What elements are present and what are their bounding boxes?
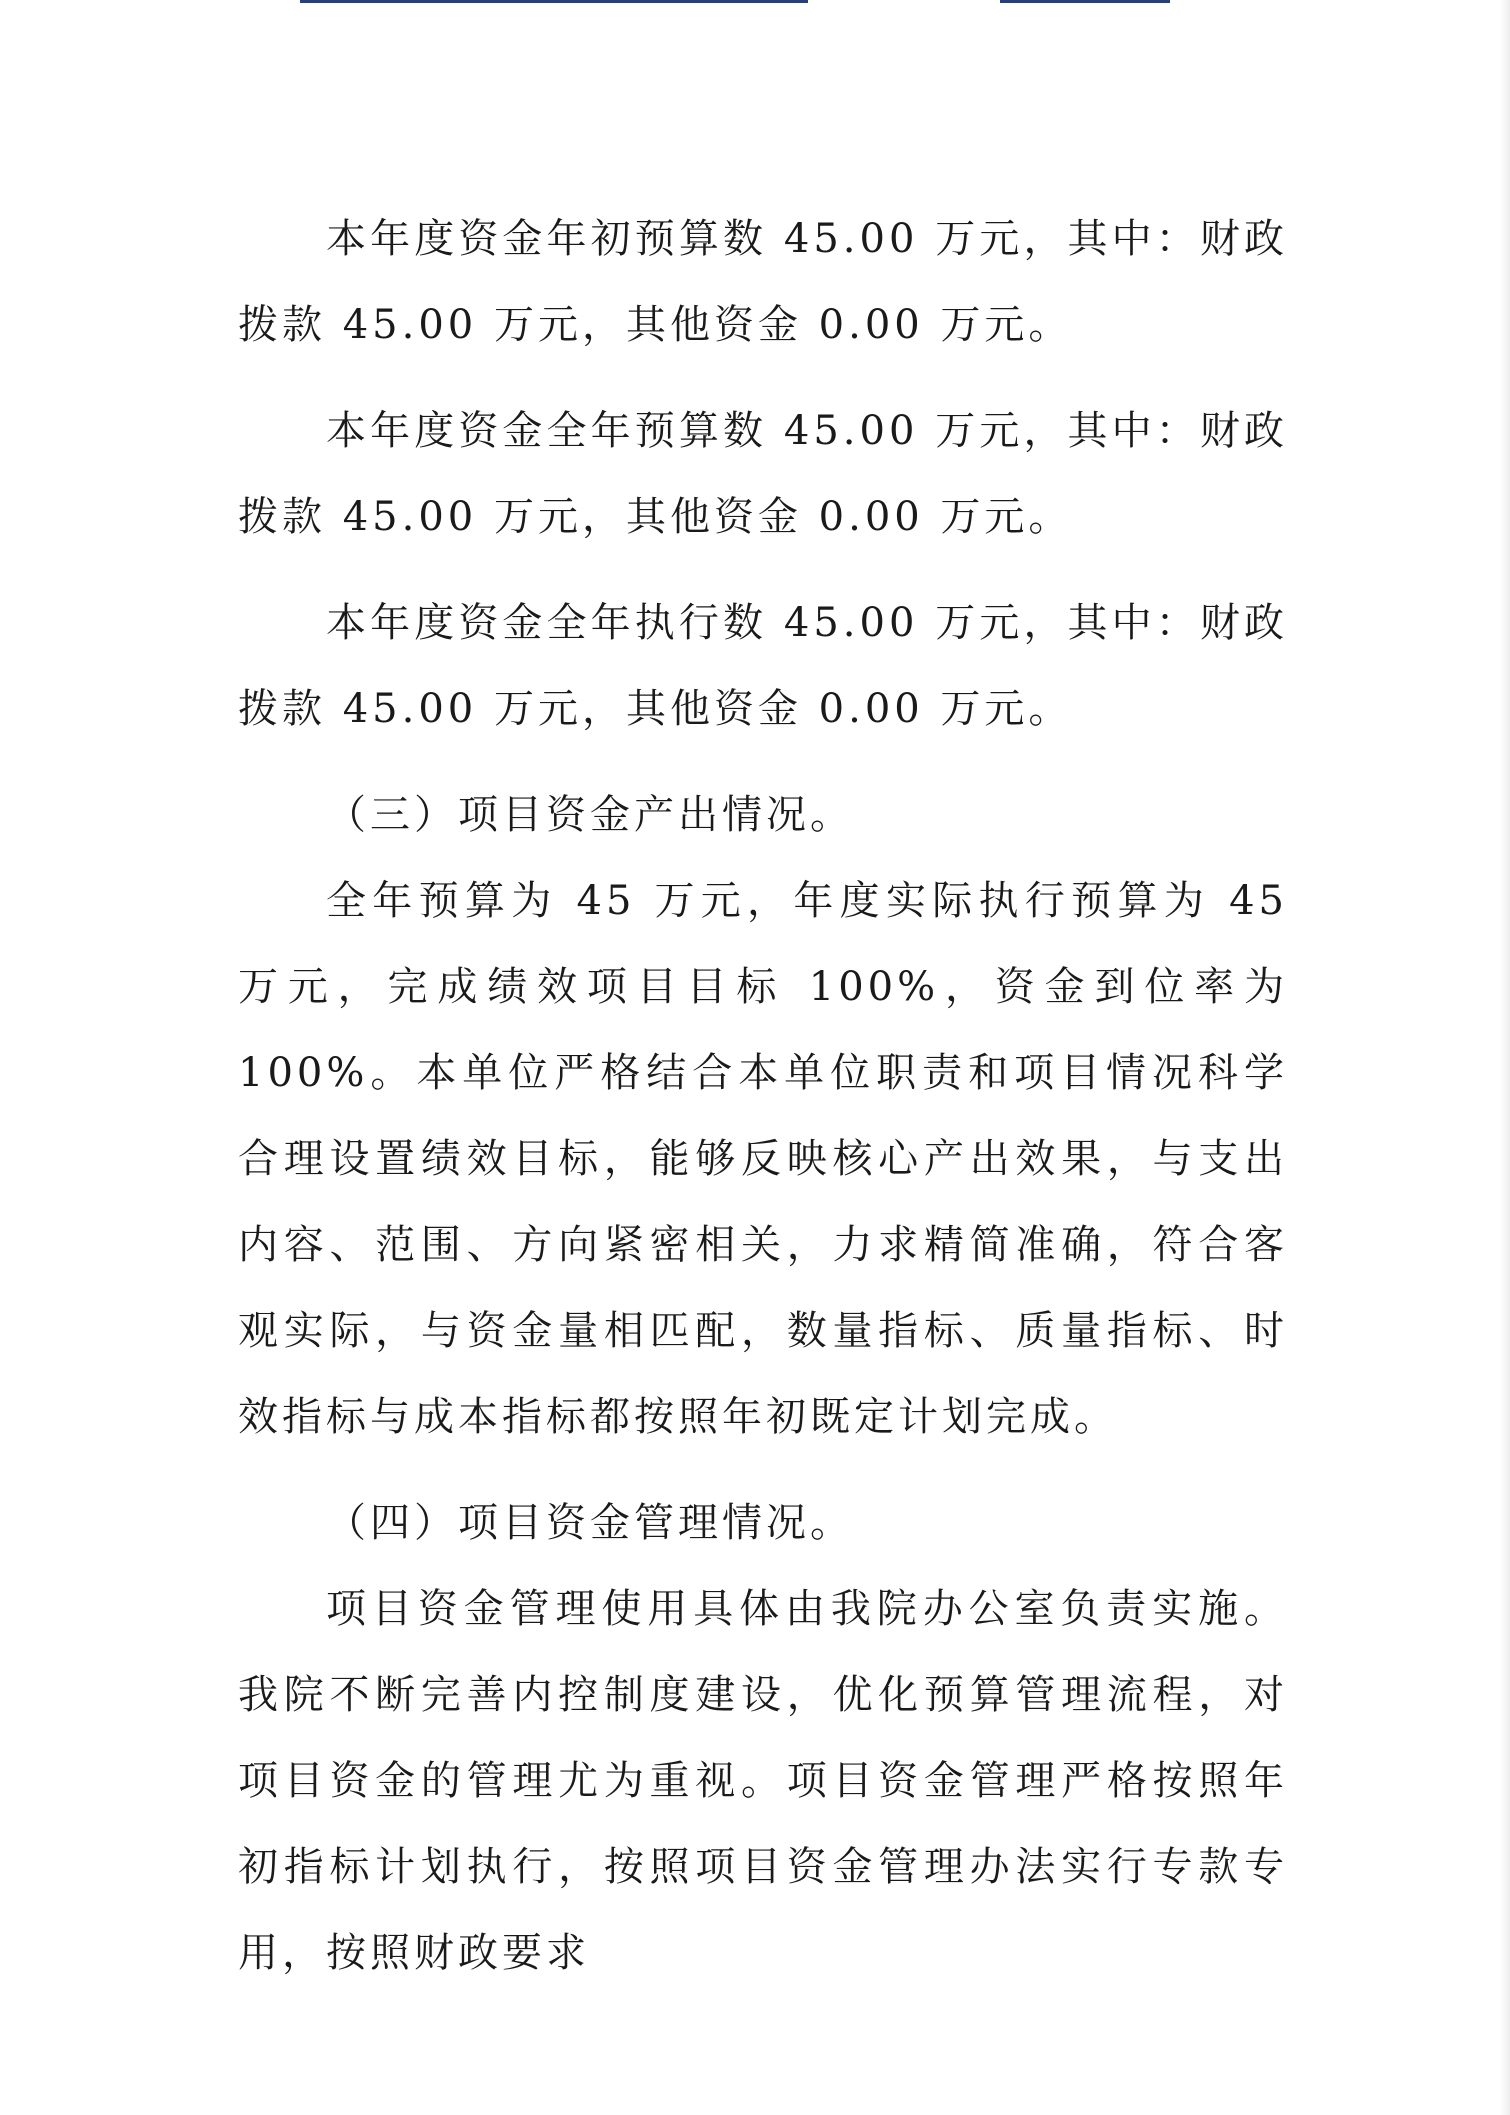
section-heading-output: （三）项目资金产出情况。 — [326, 792, 854, 838]
scan-edge-mark-right — [1000, 0, 1170, 3]
paragraph-annual-budget: 本年度资金全年预算数 45.00 万元，其中：财政拨款 45.00 万元，其他资金 0.00 万元。 — [238, 408, 1288, 540]
paragraph-annual-execution: 本年度资金全年执行数 45.00 万元，其中：财政拨款 45.00 万元，其他资金 0.00 万元。 — [238, 600, 1288, 732]
paragraph-output: 全年预算为 45 万元，年度实际执行预算为 45 万元，完成绩效项目目标 100%，资金到位率为 100%。本单位严格结合本单位职责和项目情况科学合理设置绩效目标，能够反映核心产出效果，与支出内容、范围、方向紧密相关，力求精简准确，符合客观实际，与资金量相匹配，数量指标、质量指标、时效指标与成本指标都按照年初既定计划完成。 — [238, 878, 1288, 1440]
document-page — [238, 196, 1288, 1996]
scan-edge-mark-left — [300, 0, 808, 3]
section-heading-management: （四）项目资金管理情况。 — [326, 1500, 854, 1546]
paragraph-initial-budget: 本年度资金年初预算数 45.00 万元，其中：财政拨款 45.00 万元，其他资金 0.00 万元。 — [238, 216, 1288, 348]
page-edge-shadow — [1500, 0, 1510, 2115]
paragraph-management: 项目资金管理使用具体由我院办公室负责实施。我院不断完善内控制度建设，优化预算管理流程，对项目资金的管理尤为重视。项目资金管理严格按照年初指标计划执行，按照项目资金管理办法实行专款专用，按照财政要求 — [238, 1586, 1288, 1976]
